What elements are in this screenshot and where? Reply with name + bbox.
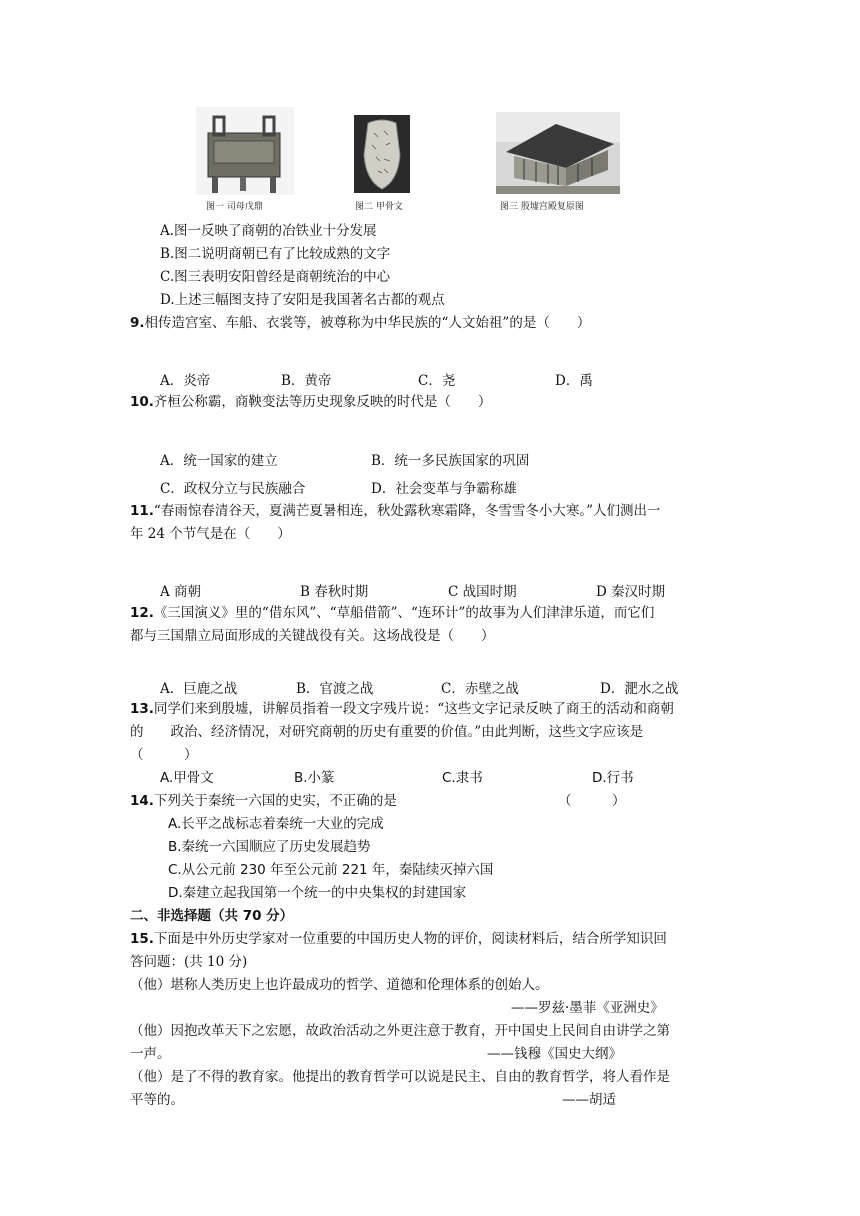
q9-option-b: B．黄帝 [281, 373, 332, 389]
q14-option-d: D.秦建立起我国第一个统一的中央集权的封建国家 [168, 885, 467, 901]
q10-option-a: A．统一国家的建立 [160, 453, 278, 469]
q13-option-c: C.隶书 [442, 770, 483, 786]
quote-2-source: ——钱穆《国史大纲》 [487, 1046, 622, 1062]
question-number: 13. [130, 701, 154, 717]
question-12-line2: 都与三国鼎立局面形成的关键战役有关。这场战役是（ ） [130, 628, 495, 644]
q9-option-d: D．禹 [555, 373, 593, 389]
q14-option-a: A.长平之战标志着秦统一大业的完成 [168, 816, 384, 832]
question-15-line2: 答问题：(共 10 分) [130, 954, 248, 970]
figure-oracle-bone [354, 115, 410, 193]
question-stem: 下面是中外历史学家对一位重要的中国历史人物的评价，阅读材料后，结合所学知识回 [153, 931, 667, 947]
section-title: 二、非选择题（共 70 分） [130, 908, 294, 924]
q8-option-b: B.图二说明商朝已有了比较成熟的文字 [160, 246, 391, 262]
question-11-line2: 年 24 个节气是在（ ） [130, 526, 291, 542]
q8-option-a: A.图一反映了商朝的冶铁业十分发展 [160, 223, 377, 239]
q10-option-c: C．政权分立与民族融合 [160, 481, 306, 497]
question-14 [130, 789, 397, 809]
q8-option-c: C.图三表明安阳曾经是商朝统治的中心 [160, 269, 391, 285]
ding-illustration [196, 107, 294, 195]
question-13 [130, 697, 674, 717]
q10-option-b: B．统一多民族国家的巩固 [371, 453, 530, 469]
question-number: 9. [130, 315, 145, 331]
question-number: 15. [130, 931, 154, 947]
question-stem: 相传造宫室、车船、衣裳等，被尊称为中华民族的“人文始祖”的是（ ） [144, 315, 591, 331]
q11-option-a: A 商朝 [160, 584, 202, 600]
figure-caption-1: 图一 司母戊鼎 [206, 202, 263, 212]
question-stem: 《三国演义》里的“借东风”、“草船借箭”、“连环计”的故事为人们津津乐道，而它们 [153, 605, 655, 621]
q11-option-c: C 战国时期 [448, 584, 517, 600]
question-10 [130, 390, 491, 410]
quote-2: （他）因抱改革天下之宏愿，故政治活动之外更注意于教育，开中国史上民间自由讲学之第 [130, 1023, 670, 1039]
oracle-bone-illustration [354, 115, 410, 193]
q13-option-a: A.甲骨文 [160, 770, 214, 786]
question-stem: 下列关于秦统一六国的史实，不正确的是 [153, 793, 397, 809]
question-number: 12. [130, 605, 154, 621]
quote-1-source: ——罗兹·墨菲《亚洲史》 [511, 1000, 664, 1016]
figure-palace [496, 112, 620, 194]
q14-option-b: B.秦统一六国顺应了历史发展趋势 [168, 839, 371, 855]
question-13-line2: 的 政治、经济情况，对研究商朝的历史有重要的价值。”由此判断，这些文字应该是 [130, 724, 644, 740]
question-number: 14. [130, 793, 154, 809]
quote-3-line2: 平等的。 [130, 1092, 184, 1108]
q10-option-d: D．社会变革与争霸称雄 [371, 481, 517, 497]
q13-option-b: B.小篆 [294, 770, 335, 786]
question-number: 10. [130, 394, 154, 410]
q8-option-d: D.上述三幅图支持了安阳是我国著名古都的观点 [160, 292, 445, 308]
q9-option-c: C．尧 [418, 373, 456, 389]
q9-option-a: A．炎帝 [160, 373, 211, 389]
q14-option-c: C.从公元前 230 年至公元前 221 年，秦陆续灭掉六国 [168, 862, 494, 878]
question-9 [130, 311, 590, 331]
q12-option-a: A．巨鹿之战 [160, 681, 238, 697]
question-number: 11. [130, 503, 154, 519]
question-11 [130, 499, 660, 519]
q13-option-d: D.行书 [592, 770, 634, 786]
q12-option-c: C．赤壁之战 [441, 681, 519, 697]
question-14-paren: （ ） [558, 793, 626, 809]
question-stem: 齐桓公称霸，商鞅变法等历史现象反映的时代是（ ） [153, 394, 492, 410]
question-13-line3: （ ） [130, 747, 198, 763]
q12-option-b: B．官渡之战 [296, 681, 374, 697]
question-stem: 同学们来到殷墟，讲解员指着一段文字残片说：“这些文字记录反映了商王的活动和商朝 [153, 701, 674, 717]
figure-caption-2: 图二 甲骨文 [355, 202, 403, 212]
quote-2-line2: 一声。 [130, 1046, 171, 1062]
question-stem: “春雨惊春清谷天，夏满芒夏暑相连，秋处露秋寒霜降，冬雪雪冬小大寒。”人们测出一 [153, 503, 661, 519]
q11-option-b: B 春秋时期 [300, 584, 369, 600]
question-12 [130, 601, 654, 621]
question-15 [130, 927, 667, 947]
figure-ding [196, 107, 294, 195]
quote-1: （他）堪称人类历史上也许最成功的哲学、道德和伦理体系的创始人。 [130, 977, 549, 993]
q12-option-d: D．淝水之战 [600, 681, 679, 697]
quote-3: （他）是了不得的教育家。他提出的教育哲学可以说是民主、自由的教育哲学，将人看作是 [130, 1069, 670, 1085]
q11-option-d: D 秦汉时期 [596, 584, 666, 600]
quote-3-source: ——胡适 [562, 1092, 616, 1108]
figure-caption-3: 图三 殷墟宫殿复原图 [500, 202, 584, 212]
palace-illustration [496, 112, 620, 194]
